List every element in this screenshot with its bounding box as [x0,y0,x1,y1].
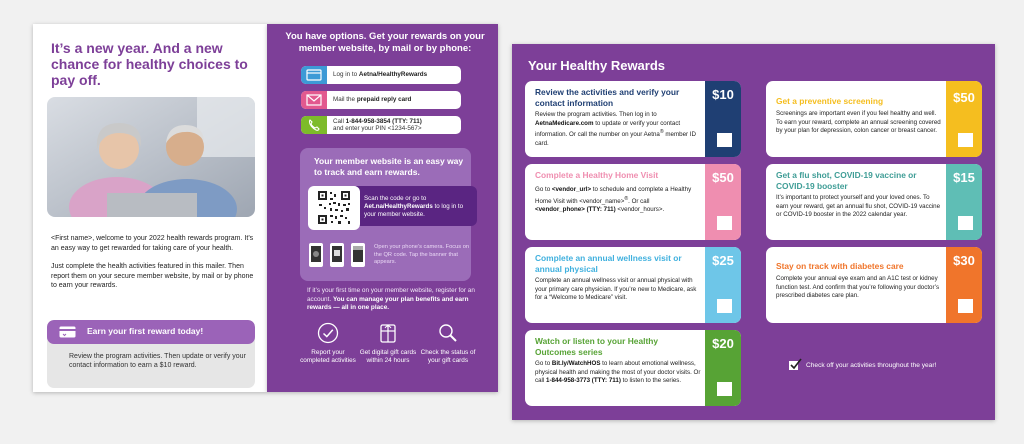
reward-amount: $25 [712,253,734,268]
reward-checkbox[interactable] [717,216,732,230]
reward-card-contact-info [525,81,741,157]
options-page [267,24,498,392]
feature-label: Check the status of your gift cards [420,349,476,364]
reward-amount: $10 [712,87,734,102]
reward-card-body: Review the program activities. Then log in to AetnaMedicare.com to update or verify your contact information. Or call the number on your Aetna® member ID card. [535,111,696,147]
feature-check-gift-card-status [417,322,479,365]
reward-card-title: Complete a Healthy Home Visit [535,170,659,180]
reward-card-healthy-outcomes [525,330,741,406]
feature-label: Get digital gift cards within 24 hours [359,349,417,364]
option-website-text: Log in to Aetna/HealthyRewards [333,71,428,78]
reward-checkbox[interactable] [717,382,732,396]
register-text: If it’s your first time on your member website, register for an account. You can manage your plan benefits and earn rewards — all in one place. [307,287,475,311]
reward-amount: $30 [953,253,975,268]
reward-card-body: Complete an annual wellness visit or annual physical with your primary care physician. If you’re new to Medicare, ask for a “Welcome to Medicare” visit. [535,277,697,301]
member-website-title: Your member website is an easy way to track and earn rewards. [314,156,464,177]
feature-label: Report your completed activities [300,349,356,364]
member-website-box [300,148,471,281]
option-mail[interactable] [301,91,461,109]
gift-card-icon [59,326,76,338]
gift-card-icon [377,322,399,344]
reward-card-title: Watch or listen to your Healthy Outcomes series [535,336,659,357]
feature-report-activities [297,322,359,365]
intro-paragraph-welcome: <First name>, welcome to your 2022 health rewards program. It’s an easy way to get rewarded for taking care of your health. [51,235,254,252]
reward-card-title: Complete an annual wellness visit or annual physical [535,253,682,274]
reward-checkbox[interactable] [958,216,973,230]
first-reward-description: Review the program activities. Then update or verify your contact information to earn a $10 reward. [69,353,246,369]
reward-card-flu-covid [766,164,982,240]
reward-card-title: Review the activities and verify your contact information [535,87,680,108]
phone-icon [301,116,327,134]
options-heading: You have options. Get your rewards on your member website, by mail or by phone: [285,31,485,54]
browser-icon [301,66,327,84]
reward-card-body: Screenings are important even if you feel healthy and well. To earn your reward, complete an annual screening covered by your plan for depression, colon cancer or breast cancer. [776,110,941,134]
first-reward-box [47,320,255,388]
reward-card-title: Stay on track with diabetes care [776,261,904,271]
magnifier-icon [437,322,459,344]
qr-instructions-text: Scan the code or go to Aet.na/HealthyRewards to log in to your member website. [364,195,464,218]
reward-amount: $50 [953,90,975,105]
checkoff-note: Check off your activities throughout the year! [806,362,937,369]
option-mail-text: Mail the prepaid reply card [333,96,412,103]
reward-card-wellness-visit [525,247,741,323]
phone-scan-steps-icon [308,241,368,269]
option-website[interactable] [301,66,461,84]
qr-instructions-panel [356,186,477,226]
reward-amount: $20 [712,336,734,351]
option-phone[interactable] [301,116,461,134]
headline: It’s a new year. And a new chance for healthy choices to pay off. [51,40,248,88]
first-reward-header [47,320,255,344]
phone-scan-instructions: Open your phone’s camera. Focus on the QR code. Tap the banner that appears. [374,244,470,265]
reward-card-body: It’s important to protect yourself and your loved ones. To earn your reward, get an annual flu shot, COVID-19 vaccine or COVID-19 booster in the 2022 calendar year. [776,194,941,218]
reward-card-preventive-screening [766,81,982,157]
qr-code-icon [308,186,360,230]
qr-code-card[interactable] [308,186,360,230]
reward-card-body: Go to Bit.ly/WatchHOS to learn about emotional wellness, physical health and making the most of your doctor visits. Or call 1-844-958-3773 (TTY: 711) to listen to the series. [535,360,701,384]
reward-amount: $15 [953,170,975,185]
feature-digital-gift-cards [357,322,419,365]
option-phone-text: Call 1-844-958-3854 (TTY: 711) and enter your PIN <1234-567> [333,117,422,132]
check-circle-icon [317,322,339,344]
reward-card-diabetes-care [766,247,982,323]
intro-text [51,234,256,300]
reward-amount: $50 [712,170,734,185]
reward-card-body: Complete your annual eye exam and an A1C test or kidney function test. And confirm that you’re following your doctor’s prescribed diabetes care plan. [776,275,940,299]
left-brochure-page [33,24,267,392]
reward-card-home-visit [525,164,741,240]
reward-checkbox[interactable] [717,133,732,147]
couple-photo [47,97,255,217]
rewards-title: Your Healthy Rewards [528,58,666,73]
reward-checkbox[interactable] [958,299,973,313]
healthy-rewards-page [512,44,995,420]
reward-card-title: Get a flu shot, COVID-19 vaccine or COVID-19 booster [776,170,917,191]
reward-checkbox[interactable] [958,133,973,147]
reward-card-body: Go to <vendor_url> to schedule and complete a Healthy Home Visit with <vendor_name>®. Or call <vendor_phone> (TTY: 711) <vendor_hours>. [535,186,692,214]
first-reward-title: Earn your first reward today! [87,326,204,336]
envelope-icon [301,91,327,109]
checkbox-checked-icon [788,358,802,372]
reward-checkbox[interactable] [717,299,732,313]
intro-paragraph-instructions: Just complete the health activities featured in this mailer. Then report them on your secure member website, by mail or by phone to earn your rewards. [51,263,254,289]
reward-card-title: Get a preventive screening [776,96,884,106]
